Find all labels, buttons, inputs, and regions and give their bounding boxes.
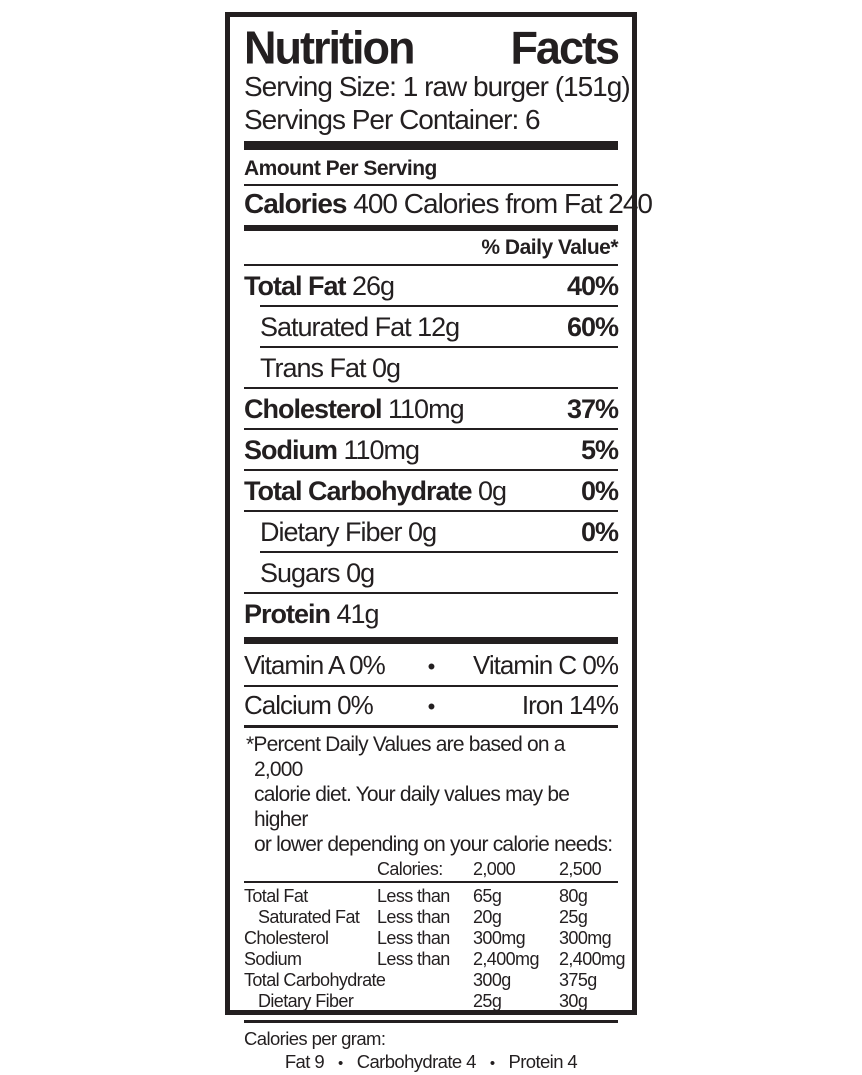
- nutrient-amount: 0g: [365, 353, 401, 383]
- nutrient-daily-value: 37%: [566, 394, 618, 424]
- table-cell-name: Total Carbohydrate: [244, 970, 386, 990]
- table-header-row: [244, 859, 618, 879]
- nutrient-row-trans-fat: [244, 348, 618, 387]
- table-cell-name: Cholesterol: [244, 928, 329, 948]
- nutrient-name: Sugars: [260, 558, 340, 588]
- table-cell-2500: 2,400mg: [559, 949, 625, 969]
- thick-separator-bar: [244, 225, 618, 231]
- nutrient-row-dietary-fiber: [244, 512, 618, 551]
- footnote-line-2: calorie diet. Your daily values may be higher: [254, 783, 570, 831]
- nutrient-row-sodium: [244, 430, 618, 469]
- percent-daily-value-heading: % Daily Value*: [481, 236, 618, 259]
- iron-value: Iron 14%: [521, 690, 618, 720]
- nutrient-amount: 0g: [471, 476, 507, 506]
- label-content: [230, 17, 652, 1075]
- vitamin-row-a-c: [244, 647, 618, 685]
- nutrient-name: Total Fat: [244, 271, 346, 301]
- table-cell-qualifier: Less than: [377, 949, 450, 969]
- nutrient-amount: 0g: [401, 517, 437, 547]
- table-row-cholesterol: [244, 928, 618, 949]
- table-cell-2500: 300mg: [559, 928, 612, 948]
- table-cell-2500: 80g: [559, 886, 588, 906]
- cpg-carbohydrate: Carbohydrate 4: [356, 1051, 476, 1072]
- vitamin-c-value: Vitamin C 0%: [472, 650, 618, 680]
- separator-line: [244, 881, 618, 883]
- nutrient-name: Cholesterol: [244, 394, 382, 424]
- daily-value-footnote: [244, 728, 618, 859]
- table-cell-2000: 300g: [473, 970, 511, 990]
- nutrient-amount: 41g: [330, 599, 379, 629]
- table-row-total-carbohydrate: [244, 970, 618, 991]
- nutrient-amount: 110mg: [337, 435, 420, 465]
- table-header-2500: 2,500: [559, 859, 602, 879]
- table-cell-2000: 2,400mg: [473, 949, 539, 969]
- nutrient-daily-value: 40%: [566, 271, 618, 301]
- daily-values-reference-table: [244, 859, 625, 1012]
- title-word-facts: Facts: [510, 21, 618, 74]
- calories-per-gram-section: [244, 1023, 618, 1075]
- table-cell-2500: 25g: [559, 907, 588, 927]
- table-cell-qualifier: Less than: [377, 928, 450, 948]
- calories-value-text: 400 Calories from Fat 240: [346, 188, 652, 219]
- vitamin-a-value: Vitamin A 0%: [244, 650, 385, 680]
- nutrient-amount: 0g: [339, 558, 375, 588]
- table-header-calories: Calories:: [377, 859, 443, 879]
- nutrient-row-cholesterol: [244, 389, 618, 428]
- nutrition-facts-label: [225, 12, 652, 1072]
- nutrient-name: Dietary Fiber: [260, 517, 402, 547]
- nutrient-name: Saturated Fat: [260, 312, 411, 342]
- table-row-total-fat: [244, 886, 618, 907]
- calories-per-gram-values: [244, 1050, 618, 1075]
- nutrient-row-sugars: [244, 553, 618, 592]
- bullet-separator: •: [489, 1055, 495, 1072]
- nutrient-daily-value: 5%: [580, 435, 618, 465]
- table-cell-2000: 20g: [473, 907, 502, 927]
- table-cell-2500: 30g: [559, 991, 588, 1011]
- table-cell-name: Saturated Fat: [258, 907, 360, 927]
- table-cell-2000: 25g: [473, 991, 502, 1011]
- nutrient-amount: 110mg: [381, 394, 464, 424]
- nutrient-row-protein: [244, 594, 618, 633]
- table-cell-2000: 300mg: [473, 928, 526, 948]
- table-cell-qualifier: Less than: [377, 907, 450, 927]
- footnote-line-1: *Percent Daily Values are based on a 2,000: [246, 733, 565, 781]
- table-cell-2000: 65g: [473, 886, 502, 906]
- title-word-nutrition: Nutrition: [244, 21, 414, 74]
- table-row-sodium: [244, 949, 625, 970]
- table-cell-name: Sodium: [244, 949, 302, 969]
- table-cell-qualifier: Less than: [377, 886, 450, 906]
- calories-per-gram-label: Calories per gram:: [244, 1028, 386, 1049]
- table-header-2000: 2,000: [473, 859, 516, 879]
- calories-label: Calories: [244, 188, 347, 219]
- table-cell-qualifier: [377, 970, 473, 991]
- nutrient-name: Protein: [244, 599, 331, 629]
- nutrient-daily-value: 60%: [566, 312, 618, 342]
- bullet-separator: •: [427, 654, 435, 679]
- nutrient-name: Sodium: [244, 435, 337, 465]
- vitamin-row-calcium-iron: [244, 687, 618, 725]
- calories-row: [244, 186, 652, 222]
- nutrient-row-total-fat: [244, 266, 618, 305]
- serving-size-line: Serving Size: 1 raw burger (151g): [244, 71, 630, 102]
- table-cell-name: Total Fat: [244, 886, 308, 906]
- nutrient-amount: 12g: [410, 312, 460, 342]
- nutrient-row-saturated-fat: [244, 307, 618, 346]
- bullet-separator: •: [427, 694, 435, 719]
- table-row-saturated-fat: [244, 907, 618, 928]
- label-title: [244, 21, 618, 74]
- bullet-separator: •: [338, 1055, 343, 1072]
- table-cell-name: Dietary Fiber: [258, 991, 354, 1011]
- footnote-line-3: or lower depending on your calorie needs:: [254, 833, 613, 856]
- cpg-protein: Protein 4: [508, 1051, 578, 1072]
- thick-separator-bar: [244, 141, 618, 150]
- thick-separator-bar: [244, 637, 618, 644]
- cpg-fat: Fat 9: [284, 1051, 325, 1072]
- table-cell-2500: 375g: [559, 970, 597, 990]
- nutrient-row-total-carbohydrate: [244, 471, 618, 510]
- nutrient-amount: 26g: [345, 271, 395, 301]
- nutrient-daily-value: 0%: [580, 517, 618, 547]
- table-cell-qualifier: [377, 991, 473, 1012]
- calcium-value: Calcium 0%: [244, 690, 373, 720]
- nutrient-daily-value: 0%: [580, 476, 618, 506]
- amount-per-serving-heading: Amount Per Serving: [244, 157, 437, 180]
- nutrient-name: Trans Fat: [260, 353, 366, 383]
- nutrient-name: Total Carbohydrate: [244, 476, 472, 506]
- servings-per-container-line: Servings Per Container: 6: [244, 104, 540, 135]
- table-row-dietary-fiber: [244, 991, 618, 1012]
